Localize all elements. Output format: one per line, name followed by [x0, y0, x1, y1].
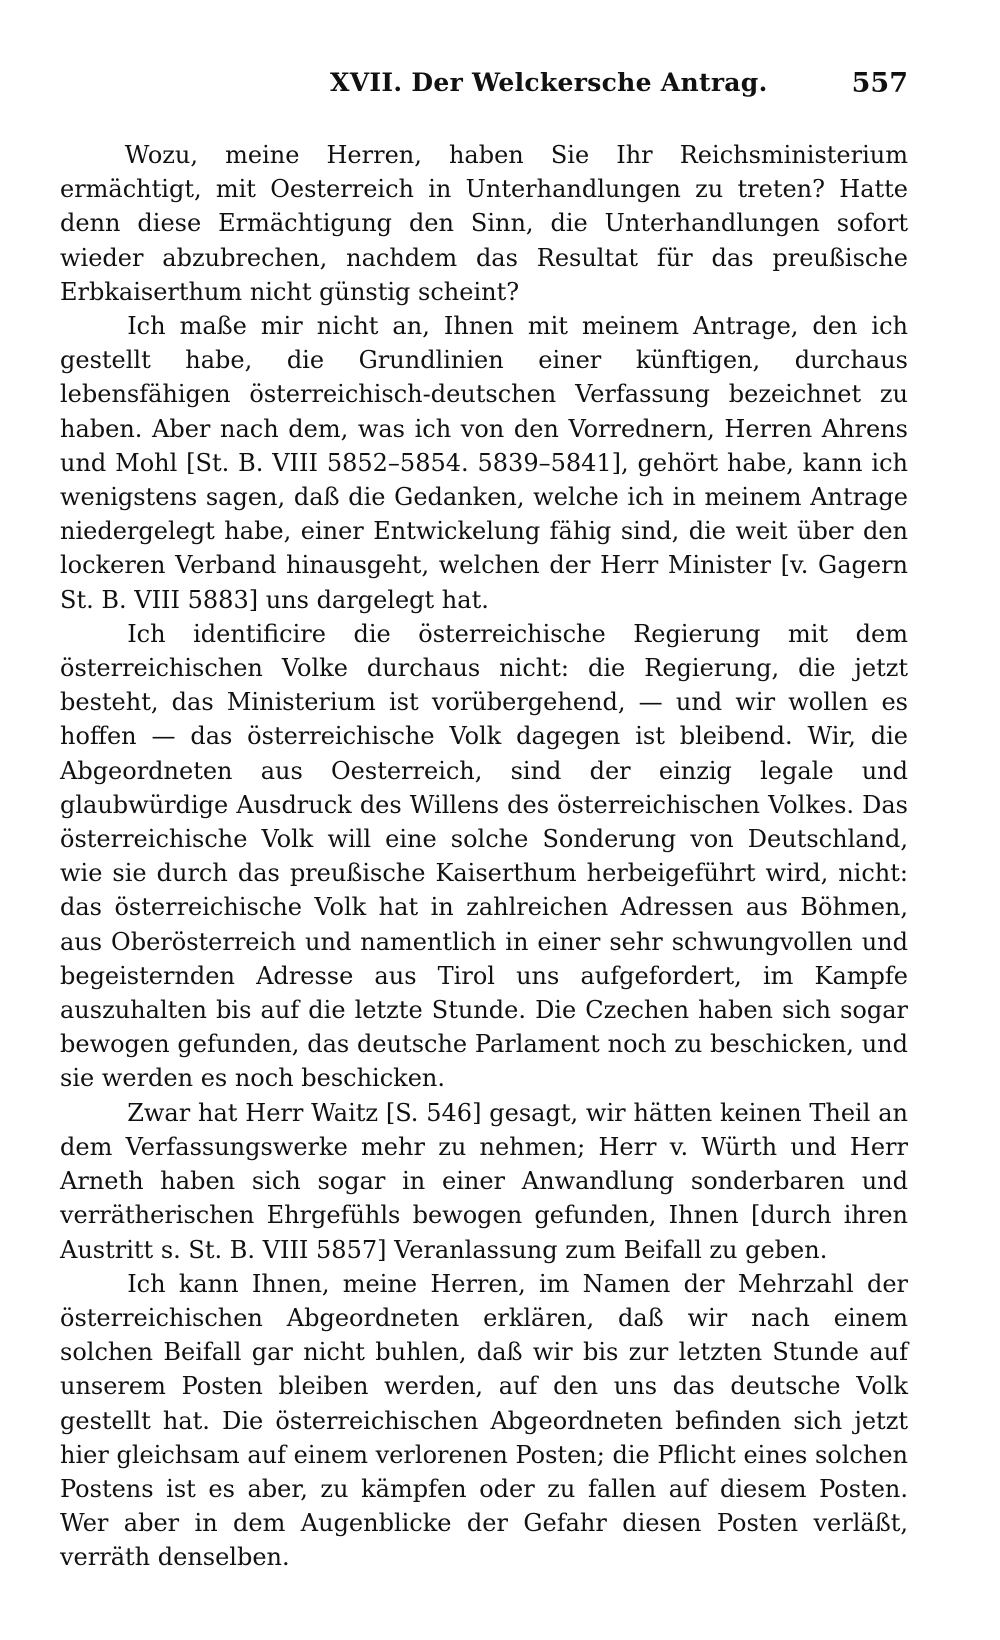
page-number: 557	[851, 68, 908, 99]
body-text	[60, 138, 908, 1575]
paragraph: Ich identificire die österreichische Regierung mit dem österreichischen Volke durchaus nicht: die Regierung, die jetzt besteht, das Ministerium ist vorübergehend, — und wir wollen es hoffen — das österreichische Volk dagegen ist bleibend. Wir, die Abgeordneten aus Oesterreich, sind der einzig legale und glaubwürdige Ausdruck des Willens des österreichischen Volkes. Das österreichische Volk will eine solche Sonderung von Deutschland, wie sie durch das preußische Kaiserthum herbeigeführt wird, nicht: das österreichische Volk hat in zahlreichen Adressen aus Böhmen, aus Oberösterreich und namentlich in einer sehr schwungvollen und begeisternden Adresse aus Tirol uns aufgefordert, im Kampfe auszuhalten bis auf die letzte Stunde. Die Czechen haben sich sogar bewogen gefunden, das deutsche Parlament noch zu beschicken, und sie werden es noch beschicken.	[60, 619, 908, 1093]
paragraph: Ich kann Ihnen, meine Herren, im Namen der Mehrzahl der österreichischen Abgeordneten erklären, daß wir nach einem solchen Beifall gar nicht buhlen, daß wir bis zur letzten Stunde auf unserem Posten bleiben werden, auf den uns das deutsche Volk gestellt hat. Die österreichischen Abgeordneten befinden sich jetzt hier gleichsam auf einem verlorenen Posten; die Pflicht eines solchen Postens ist es aber, zu kämpfen oder zu fallen auf diesem Posten. Wer aber in dem Augenblicke der Gefahr diesen Posten verläßt, verräth denselben.	[60, 1269, 908, 1572]
paragraph: Ich maße mir nicht an, Ihnen mit meinem Antrage, den ich gestellt habe, die Grundlinien einer künftigen, durchaus lebensfähigen österreichisch-deutschen Verfassung bezeichnet zu haben. Aber nach dem, was ich von den Vorrednern, Herren Ahrens und Mohl [St. B. VIII 5852–5854. 5839–5841], gehört habe, kann ich wenigstens sagen, daß die Gedanken, welche ich in meinem Antrage niedergelegt habe, einer Entwickelung fähig sind, die weit über den lockeren Verband hinausgeht, welchen der Herr Minister [v. Gagern St. B. VIII 5883] uns dargelegt hat.	[60, 312, 908, 614]
running-title: XVII. Der Welckersche Antrag.	[330, 68, 768, 97]
paragraph: Zwar hat Herr Waitz [S. 546] gesagt, wir hätten keinen Theil an dem Verfassungswerke mehr zu nehmen; Herr v. Würth und Herr Arneth haben sich sogar in einer Anwandlung sonderbaren und verrätherischen Ehrgefühls bewogen gefunden, Ihnen [durch ihren Austritt s. St. B. VIII 5857] Veranlassung zum Beifall zu geben.	[60, 1098, 908, 1264]
page-header	[60, 68, 908, 108]
paragraph: Wozu, meine Herren, haben Sie Ihr Reichsministerium ermächtigt, mit Oesterreich in Unterhandlungen zu treten? Hatte denn diese Ermächtigung den Sinn, die Unterhandlungen sofort wieder abzubrechen, nachdem das Resultat für das preußische Erbkaiserthum nicht günstig scheint?	[60, 141, 908, 306]
